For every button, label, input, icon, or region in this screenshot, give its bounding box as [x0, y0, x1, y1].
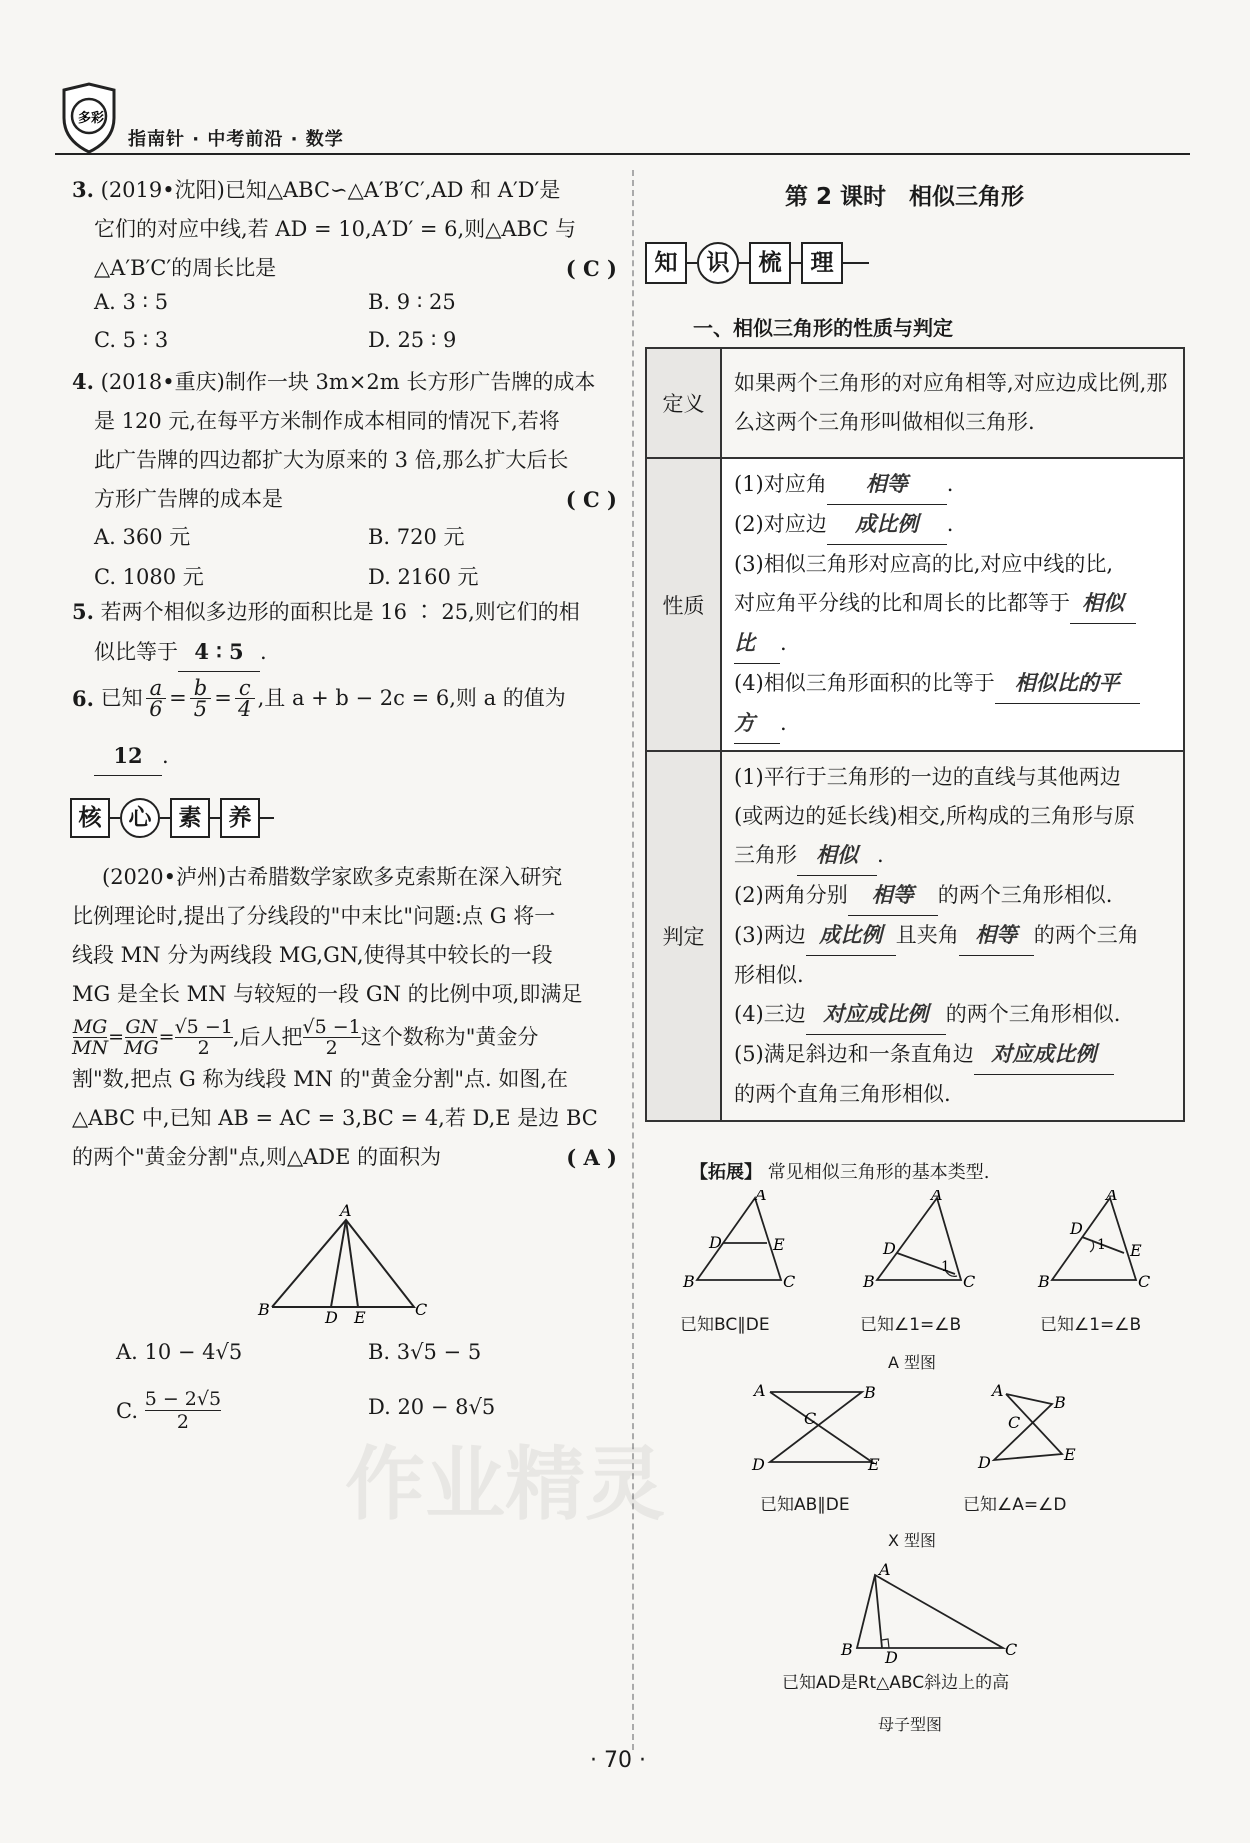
svg-text:D: D — [883, 1239, 896, 1258]
core-option-c: C. 5 − 2√5 2 — [116, 1388, 222, 1433]
section-heading: 一、相似三角形的性质与判定 — [693, 316, 953, 340]
svg-text:D: D — [709, 1233, 722, 1252]
svg-text:D: D — [1070, 1219, 1083, 1238]
q3-option-d: D. 25 ∶ 9 — [368, 328, 457, 352]
page-number: · 70 · — [590, 1748, 646, 1773]
definition-text: 如果两个三角形的对应角相等,对应边成比例,那么这两个三角形叫做相似三角形. — [721, 348, 1184, 458]
svg-text:E: E — [773, 1235, 785, 1254]
a-type-figure-2 — [855, 1190, 985, 1294]
knowledge-title: 知 识 梳 理 — [645, 242, 869, 284]
core-option-a: A. 10 − 4√5 — [116, 1340, 243, 1364]
label-D: D — [325, 1308, 338, 1325]
judgement-content: (1)平行于三角形的一边的直线与其他两边 (或两边的延长线)相交,所构成的三角形与原 三角形 相似 . (2)两角分别 相等 的两个三角形相似. (3)两边 成比例 且夹角 相等 的两个三角 形相似. (4)三边 对应成比例 的两个三角形相似. (5)满足斜边和一条直角边 对应成比例 的两个直角三角形相似. — [721, 751, 1184, 1121]
a-type-caption-2: 已知∠1=∠B — [860, 1315, 962, 1335]
svg-text:A: A — [755, 1190, 767, 1204]
q4-option-c: C. 1080 元 — [94, 565, 204, 589]
svg-text:B: B — [1054, 1393, 1066, 1412]
a-type-caption-1: 已知BC∥DE — [680, 1315, 770, 1335]
svg-text:B: B — [864, 1383, 876, 1402]
x-type-label: X 型图 — [888, 1531, 937, 1550]
core-answer: ( A ) — [566, 1145, 617, 1170]
properties-content: (1)对应角 相等 . (2)对应边 成比例 . (3)相似三角形对应高的比,对应中线的比, 对应角平分线的比和周长的比都等于 相似 比 . (4)相似三角形面积的比等于 相似比的平 方 . — [721, 458, 1184, 751]
svg-text:C: C — [963, 1272, 976, 1290]
header-rule — [55, 153, 1190, 155]
svg-text:D: D — [978, 1453, 991, 1472]
mother-child-caption: 已知AD是Rt△ABC斜边上的高 — [782, 1673, 1010, 1693]
lesson-title: 第 2 课时 相似三角形 — [785, 184, 1025, 210]
label-B: B — [258, 1300, 270, 1319]
svg-text:C: C — [1008, 1413, 1021, 1432]
svg-text:A: A — [1106, 1190, 1118, 1204]
svg-text:A: A — [754, 1381, 766, 1400]
q5-answer: 4 ∶ 5 — [178, 632, 260, 672]
svg-text:E: E — [868, 1455, 880, 1474]
q4-option-b: B. 720 元 — [368, 525, 465, 549]
svg-text:E: E — [1130, 1241, 1142, 1260]
golden-triangle-figure — [252, 1200, 432, 1329]
publisher-logo — [58, 82, 120, 154]
question-6: 6. 已知 a 6 = b 5 = c 4 ,且 a + b − 2c = 6,则 a 的值为 — [72, 676, 566, 721]
svg-text:D: D — [752, 1455, 765, 1474]
label-A: A — [340, 1201, 352, 1220]
core-literacy-title: 核 心 素 养 — [70, 798, 274, 838]
q4-answer: ( C ) — [565, 487, 617, 512]
a-type-figure-1 — [675, 1190, 805, 1294]
svg-text:A: A — [931, 1190, 943, 1204]
label-E: E — [354, 1308, 366, 1325]
question-4: 4. (2018•重庆)制作一块 3m×2m 长方形广告牌的成本 是 120 元,在每平方米制作成本相同的情况下,若将 此广告牌的四边都扩大为原来的 3 倍,那么扩大后长 方形广告牌的成本是 ( C ) — [72, 362, 617, 519]
x-type-caption-1: 已知AB∥DE — [760, 1495, 850, 1515]
svg-text:D: D — [885, 1648, 898, 1663]
row-label-judgement: 判定 — [646, 751, 721, 1121]
svg-text:B: B — [863, 1272, 875, 1290]
watermark: 作业精灵 — [345, 1438, 665, 1531]
svg-text:A: A — [992, 1381, 1004, 1400]
expand-note: 【拓展】 常见相似三角形的基本类型. — [690, 1162, 990, 1183]
a-type-caption-3: 已知∠1=∠B — [1040, 1315, 1142, 1335]
svg-text:1: 1 — [1097, 1237, 1106, 1253]
a-type-label: A 型图 — [888, 1353, 937, 1372]
logo-text: 多彩 — [78, 111, 105, 126]
q4-option-d: D. 2160 元 — [368, 565, 479, 589]
svg-text:E: E — [1064, 1445, 1076, 1464]
q3-option-b: B. 9 ∶ 25 — [368, 290, 456, 314]
x-type-figure-1 — [750, 1380, 890, 1479]
svg-text:B: B — [683, 1272, 695, 1290]
row-label-definition: 定义 — [646, 348, 721, 458]
x-type-figure-2 — [970, 1380, 1090, 1479]
q3-answer: ( C ) — [565, 256, 617, 281]
svg-text:B: B — [1038, 1272, 1050, 1290]
q3-option-a: A. 3 ∶ 5 — [94, 290, 169, 314]
q3-option-c: C. 5 ∶ 3 — [94, 328, 169, 352]
core-problem: (2020•泸州)古希腊数学家欧多克索斯在深入研究 比例理论时,提出了分线段的"中末比"问题:点 G 将一 线段 MN 分为两线段 MG,GN,使得其中较长的一段 MG 是全长 MN 与较短的一段 GN 的比例中项,即满足 MG MN = GN MG = √5 −1 2 ,后人把 √5 −1 2 这个数称为"黄金分 割"数,把点 G 称为线段 MN 的"黄金分割"点. 如图,在 △ABC 中,已知 AB = AC = 3,BC = 4,若 D,E 是边 BC 的两个"黄金分割"点,则△ADE 的面积为 ( A ) — [72, 858, 617, 1177]
properties-table — [645, 347, 1185, 1122]
q6-answer: 12 — [94, 736, 162, 776]
label-C: C — [415, 1300, 428, 1319]
svg-text:C: C — [1005, 1640, 1018, 1659]
mother-child-label: 母子型图 — [878, 1715, 943, 1734]
row-label-properties: 性质 — [646, 458, 721, 751]
mother-child-figure — [835, 1563, 1025, 1667]
question-3: 3. (2019•沈阳)已知△ABC∽△A′B′C′,AD 和 A′D′是 它们的对应中线,若 AD = 10,A′D′ = 6,则△ABC 与 △A′B′C′的周长比是 ( C ) — [72, 170, 617, 288]
svg-text:C: C — [1138, 1272, 1151, 1290]
a-type-figure-3 — [1030, 1190, 1160, 1294]
q4-option-a: A. 360 元 — [94, 525, 191, 549]
core-option-d: D. 20 − 8√5 — [368, 1395, 496, 1419]
question-5: 5. 若两个相似多边形的面积比是 16 ∶ 25,则它们的相 似比等于 4 ∶ 5 . — [72, 592, 617, 672]
x-type-caption-2: 已知∠A=∠D — [963, 1495, 1067, 1515]
svg-text:A: A — [879, 1563, 891, 1579]
svg-text:C: C — [804, 1409, 817, 1428]
svg-text:B: B — [841, 1640, 853, 1659]
svg-text:C: C — [783, 1272, 796, 1290]
svg-text:1: 1 — [941, 1259, 950, 1275]
core-option-b: B. 3√5 − 5 — [368, 1340, 482, 1364]
brand-title: 指南针 · 中考前沿 · 数学 — [128, 129, 344, 150]
q6-answer-line: 12 . — [94, 736, 169, 776]
